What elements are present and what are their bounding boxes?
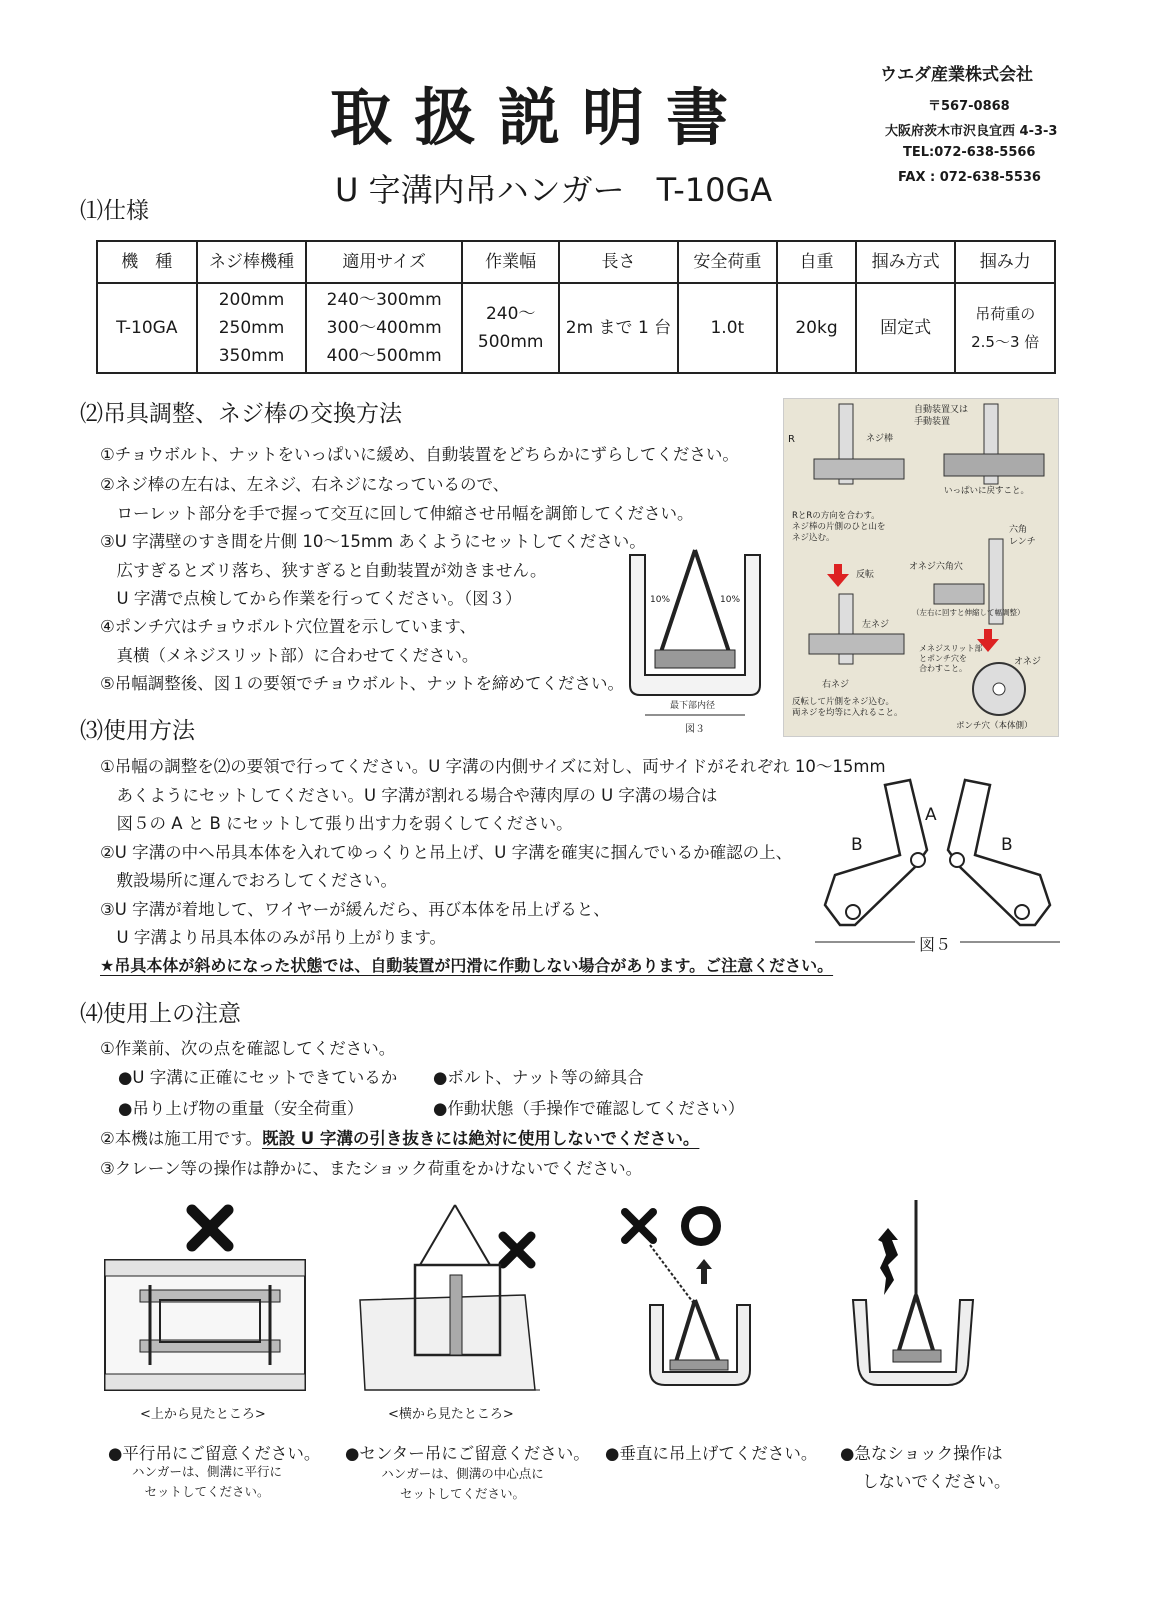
label-line: 自動装置又は	[914, 405, 969, 415]
label-line: RとRの方向を合わす。	[792, 511, 880, 521]
illustration-parallel	[100, 1200, 315, 1400]
figure-3	[620, 545, 770, 735]
fig5-label-b-right: B	[1001, 835, 1013, 855]
label-lr: （左右に回すと伸縮して幅調整）	[912, 608, 1025, 617]
label-line: メネジスリット部	[919, 644, 983, 653]
fig3-pct-right: 10%	[720, 595, 741, 605]
caution-line: ③クレーン等の操作は静かに、またショック荷重をかけないでください。	[100, 1159, 643, 1178]
adjust-line: ③U 字溝壁のすき間を片側 10〜15mm あくようにセットしてください。	[100, 532, 646, 551]
caution-line2-a: ②本機は施工用です。	[100, 1129, 262, 1148]
company-tel: TEL:072-638-5566	[903, 145, 1036, 160]
shock-drawing	[838, 1200, 988, 1400]
bottom-note-4	[840, 1440, 1011, 1496]
illustration-center	[355, 1200, 545, 1400]
spec-rod-types	[197, 283, 307, 373]
label-line: ネジ込む。	[792, 533, 835, 543]
label-slit	[919, 644, 982, 674]
label-neji: ネジ棒	[866, 434, 894, 444]
spec-grip-force	[955, 283, 1055, 373]
sub-line: ハンガーは、側溝の中心点に	[381, 1466, 544, 1481]
rod-exchange-illustration	[783, 398, 1059, 737]
section-adjust-heading: ⑵吊具調整、ネジ棒の交換方法	[80, 401, 402, 427]
size: 400〜500mm	[326, 346, 442, 366]
caption-side-view: <横から見たところ>	[388, 1407, 514, 1422]
label-line: 六角	[1009, 525, 1028, 535]
vertical-drawing	[615, 1200, 765, 1400]
label-male: オネジ	[1014, 657, 1041, 667]
spec-col-header: 安全荷重	[678, 241, 778, 283]
size: 300〜400mm	[326, 318, 442, 338]
adjust-line: ④ポンチ穴はチョウボルト穴位置を示しています、	[100, 617, 476, 636]
label-rev-note	[792, 697, 903, 719]
label-auto-device	[914, 404, 968, 428]
adjust-line: 真横（メネジスリット部）に合わせてください。	[100, 646, 479, 665]
caution-line: ①作業前、次の点を確認してください。	[100, 1039, 396, 1058]
usage-line: 敷設場所に運んでおろしてください。	[100, 871, 397, 890]
usage-line: 図５の A と B にセットして張り出す力を弱くしてください。	[100, 814, 573, 833]
bottom-sub-1	[122, 1462, 292, 1502]
fig3-width-label: 最下部内径	[670, 701, 716, 711]
label-female-hex: オネジ六角穴	[909, 562, 963, 572]
cross-mark-icon	[625, 1212, 653, 1240]
work-width-line: 240〜	[485, 304, 536, 324]
spec-col-header: 作業幅	[462, 241, 559, 283]
spec-grip-method: 固定式	[856, 283, 956, 373]
sub-line: セットしてください。	[399, 1486, 525, 1501]
label-line: ネジ棒の片側のひと山を	[792, 522, 886, 532]
fig5-label-a: A	[925, 805, 937, 825]
spec-col-header: 掴み力	[955, 241, 1055, 283]
rod-type: 250mm	[218, 318, 285, 338]
postal-code: 〒567-0868	[928, 99, 1010, 114]
spec-col-header: 自重	[777, 241, 856, 283]
caution-check: ●U 字溝に正確にセットできているか	[118, 1068, 398, 1087]
label-left-screw: 左ネジ	[862, 620, 890, 630]
adjust-line: ローレット部分を手で握って交互に回して伸縮させ吊幅を調節してください。	[100, 504, 694, 523]
cross-mark-icon	[192, 1210, 228, 1246]
bottom-note-1: ●平行吊にご留意ください。	[108, 1444, 321, 1463]
spec-data-row	[97, 283, 1055, 373]
note-line: ●急なショック操作は	[840, 1444, 1003, 1463]
spec-col-header: 長さ	[559, 241, 677, 283]
label-right-screw: 右ネジ	[822, 680, 850, 690]
spec-model: T-10GA	[97, 283, 197, 373]
label-line: とポンチ穴を	[919, 654, 967, 663]
spec-length: 2m まで 1 台	[559, 283, 677, 373]
spec-weight: 20kg	[777, 283, 856, 373]
company-address: 大阪府茨木市沢良宜西 4-3-3	[885, 124, 1058, 139]
spec-table	[96, 240, 1056, 374]
bottom-note-3: ●垂直に吊上げてください。	[605, 1444, 818, 1463]
label-line: 反転して片側をネジ込む。	[792, 697, 895, 707]
spec-header-row	[97, 241, 1055, 283]
bottom-note-2: ●センター吊にご留意ください。	[345, 1444, 590, 1463]
usage-line: ③U 字溝が着地して、ワイヤーが緩んだら、再び本体を吊上げると、	[100, 900, 610, 919]
rod-type: 200mm	[218, 290, 285, 310]
spec-work-width	[462, 283, 559, 373]
adjust-line: U 字溝で点検してから作業を行ってください。（図３）	[100, 589, 522, 608]
work-width-line: 500mm	[477, 332, 544, 352]
grip-force-line: 吊荷重の	[975, 305, 1036, 323]
illustration-vertical	[615, 1200, 765, 1400]
caution-check: ●ボルト、ナット等の締具合	[433, 1068, 644, 1087]
figure-5	[815, 775, 1060, 960]
label-full: いっぱいに戻すこと。	[944, 486, 1030, 496]
section-caution-heading: ⑷使用上の注意	[80, 1001, 241, 1027]
caution-check: ●吊り上げ物の重量（安全荷重）	[118, 1099, 364, 1118]
section-usage-heading: ⑶使用方法	[80, 718, 195, 744]
spec-col-header: ネジ棒機種	[197, 241, 307, 283]
spec-safe-load: 1.0t	[678, 283, 778, 373]
fig3-caption: 図３	[685, 724, 705, 735]
usage-line: ②U 字溝の中へ吊具本体を入れてゆっくりと吊上げ、U 字溝を確実に掴んでいるか確認の上、	[100, 843, 793, 862]
label-reverse: 反転	[856, 570, 875, 580]
size: 240〜300mm	[326, 290, 442, 310]
spec-sizes	[306, 283, 462, 373]
label-line: 手動装置	[914, 417, 951, 427]
adjust-line: ①チョウボルト、ナットをいっぱいに緩め、自動装置をどちらかにずらしてください。	[100, 445, 739, 464]
fig3-pct-left: 10%	[650, 595, 671, 605]
usage-line: U 字溝より吊具本体のみが吊り上がります。	[100, 928, 447, 947]
usage-line: あくようにセットしてください。U 字溝が割れる場合や薄肉厚の U 字溝の場合は	[100, 786, 718, 805]
usage-line: ①吊幅の調整を⑵の要領で行ってください。U 字溝の内側サイズに対し、両サイドがそれぞれ 10〜15mm	[100, 757, 886, 776]
label-hex-wrench	[1009, 524, 1036, 548]
center-drawing	[355, 1200, 545, 1400]
caption-top-view: <上から見たところ>	[140, 1407, 266, 1422]
label-r: R	[788, 434, 795, 445]
illustration-shock	[838, 1200, 988, 1400]
grip-force-line: 2.5〜3 倍	[971, 333, 1040, 351]
fig5-caption: 図５	[919, 935, 952, 954]
fig5-label-b-left: B	[851, 835, 863, 855]
label-punch: ポンチ穴（本体側）	[956, 721, 1033, 731]
caution-line	[100, 1125, 699, 1149]
caution-line2-b: 既設 U 字溝の引き抜きには絶対に使用しないでください。	[261, 1129, 700, 1148]
parallel-drawing	[100, 1200, 315, 1400]
section-spec-heading: ⑴仕様	[80, 198, 149, 224]
adjust-line: ⑤吊幅調整後、図１の要領でチョウボルト、ナットを締めてください。	[100, 674, 624, 693]
adjust-line: ②ネジ棒の左右は、左ネジ、右ネジになっているので、	[100, 475, 510, 494]
caution-check: ●作動状態（手操作で確認してください）	[433, 1099, 745, 1118]
company-fax: FAX : 072-638-5536	[898, 170, 1041, 185]
sub-line: ハンガーは、側溝に平行に	[131, 1464, 282, 1479]
jagged-arrow-icon	[878, 1228, 898, 1295]
bottom-sub-2	[375, 1464, 550, 1504]
usage-warning: ★吊具本体が斜めになった状態では、自動装置が円滑に作動しない場合があります。ご注意ください。	[100, 956, 834, 975]
sub-line: セットしてください。	[144, 1484, 270, 1499]
spec-col-header: 適用サイズ	[306, 241, 462, 283]
spec-col-header: 機 種	[97, 241, 197, 283]
rod-type: 350mm	[218, 346, 285, 366]
adjust-line: 広すぎるとズリ落ち、狭すぎると自動装置が効きません。	[100, 561, 547, 580]
note-line: しないでください。	[862, 1472, 1011, 1491]
page-title: 取扱説明書	[330, 81, 751, 154]
label-note	[792, 511, 886, 544]
circle-mark-icon	[685, 1210, 717, 1242]
company-name: ウエダ産業株式会社	[880, 65, 1033, 85]
label-line: 合わすこと。	[919, 664, 967, 673]
product-subtitle: U 字溝内吊ハンガー T-10GA	[335, 171, 773, 209]
label-line: レンチ	[1009, 537, 1036, 547]
cross-mark-icon	[503, 1236, 531, 1264]
label-line: 両ネジを均等に入れること。	[792, 708, 903, 718]
spec-col-header: 掴み方式	[856, 241, 956, 283]
